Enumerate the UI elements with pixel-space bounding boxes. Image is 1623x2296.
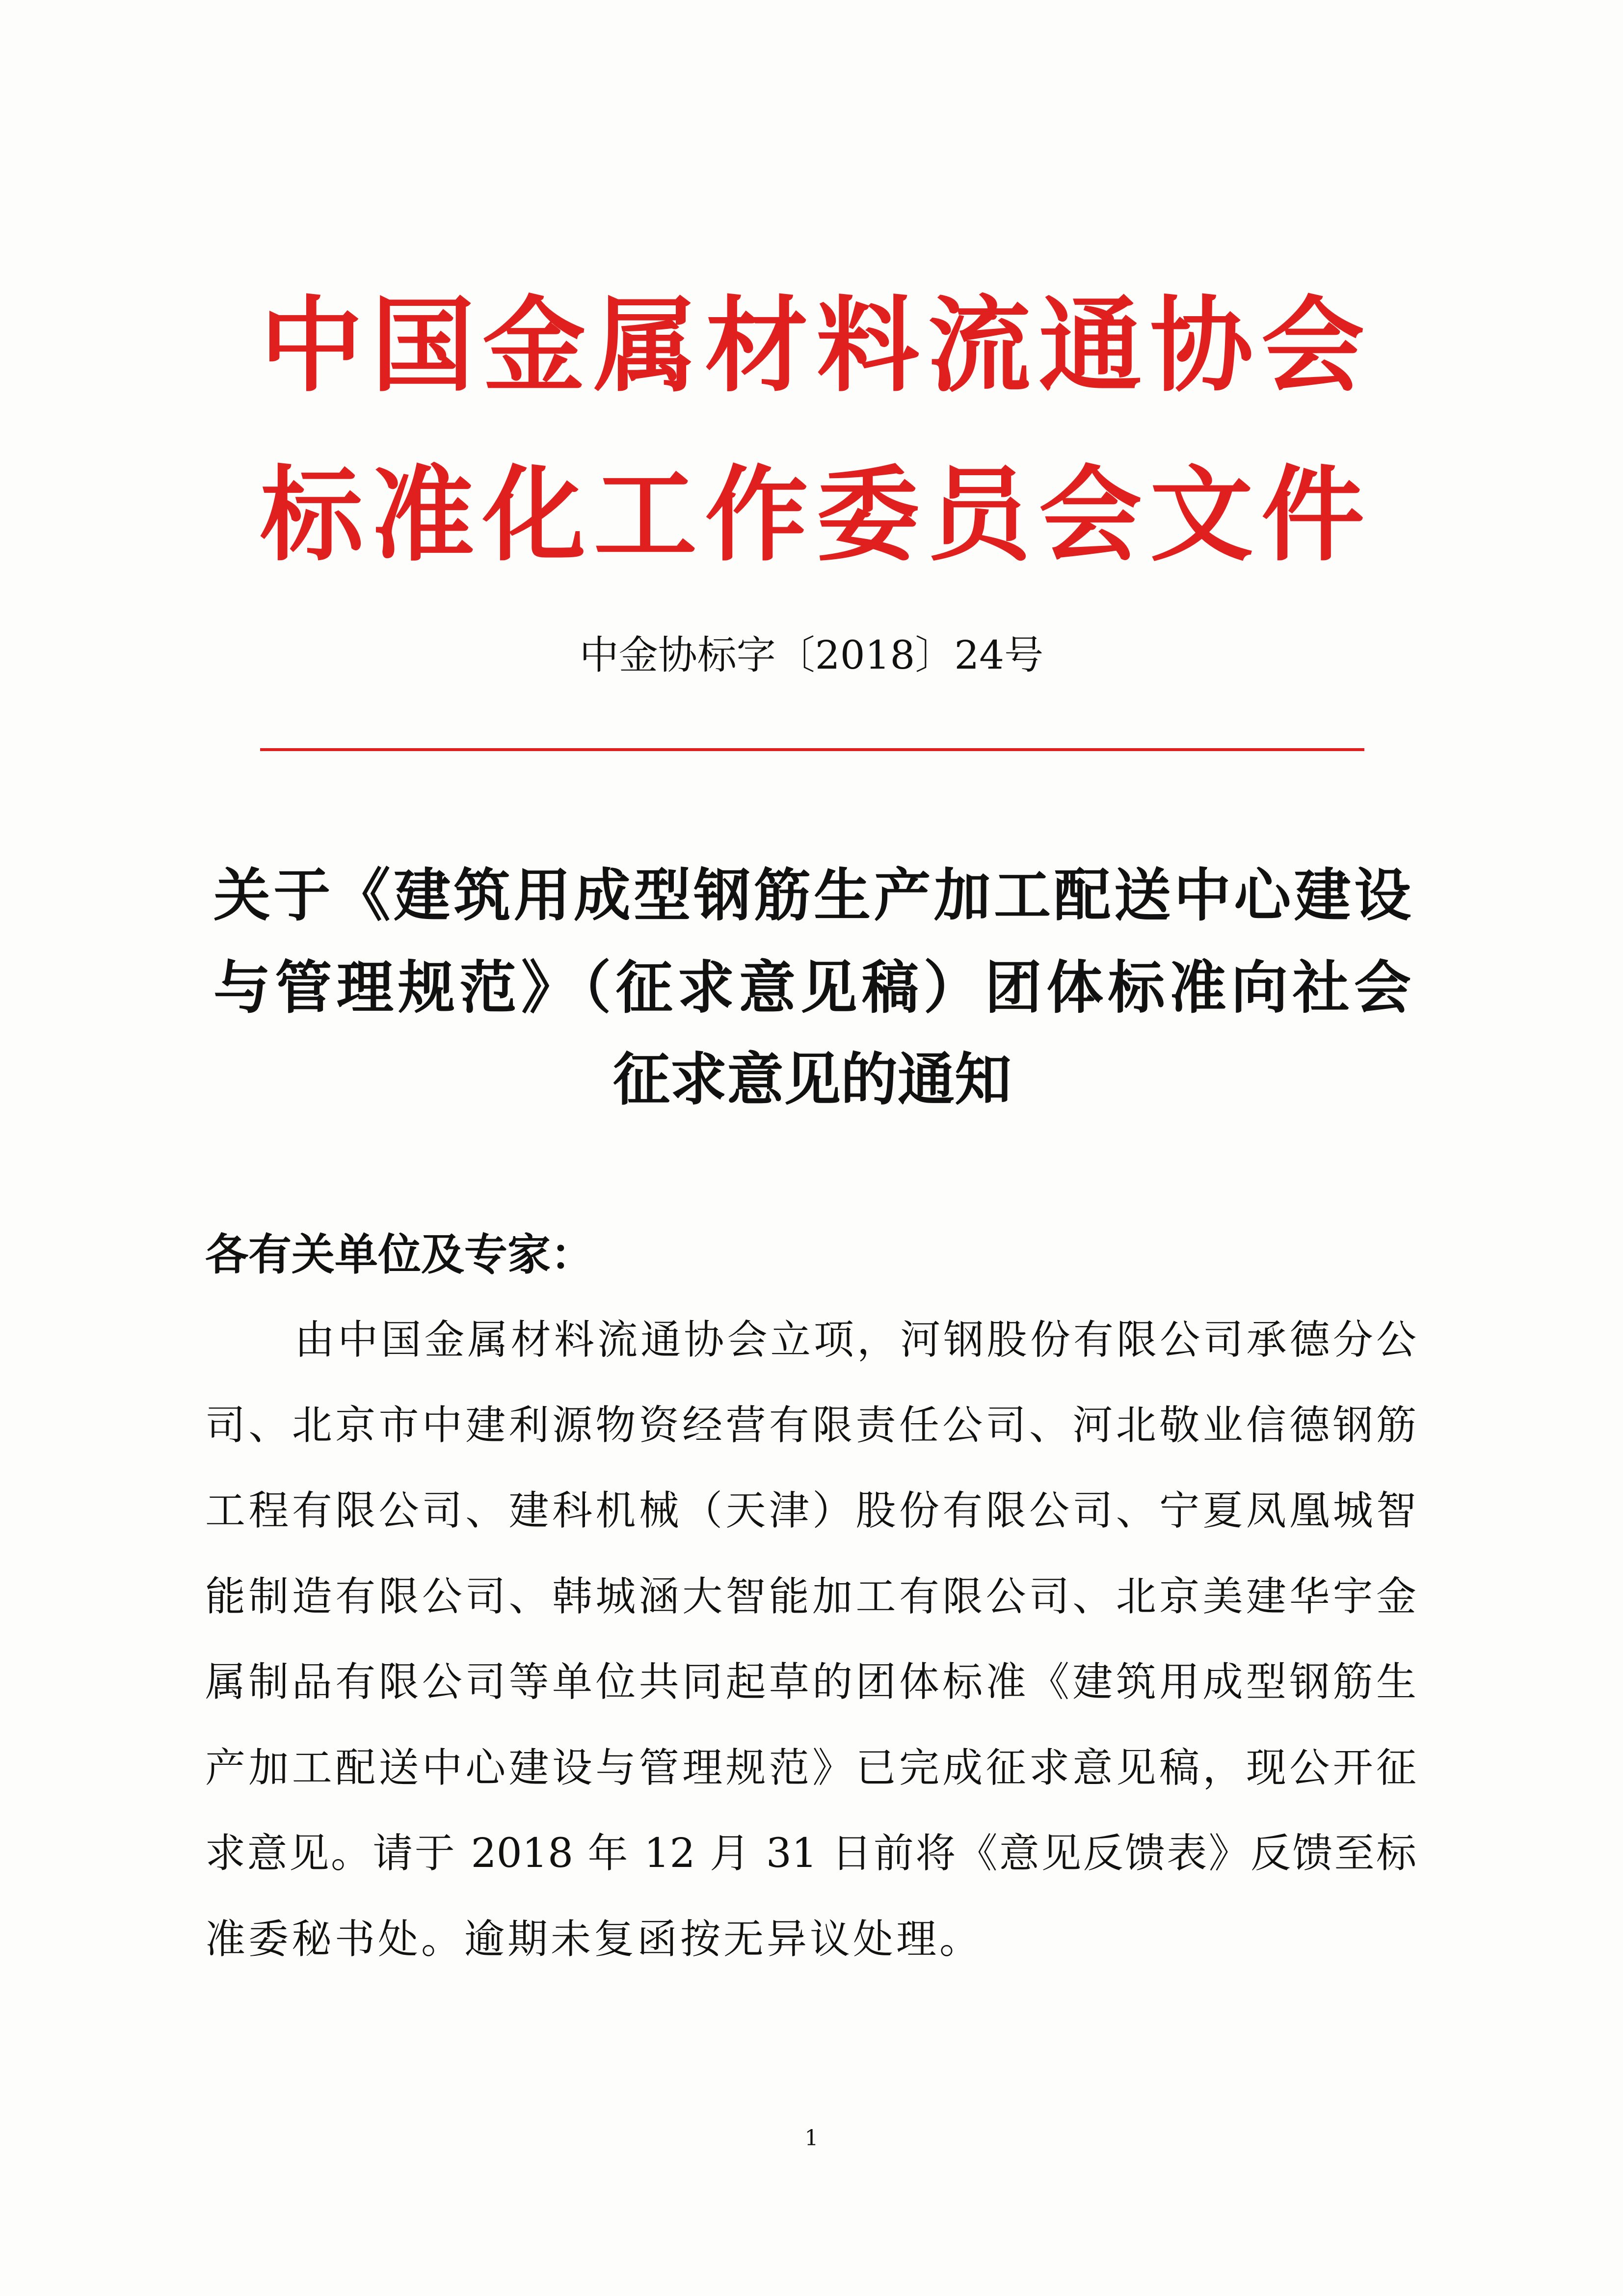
- issuer-name-line2: 标准化工作委员会文件: [260, 455, 1364, 575]
- body-line: 产加工配送中心建设与管理规范》已完成征求意见稿，现公开征: [205, 1745, 1416, 1791]
- salutation: 各有关单位及专家：: [205, 1229, 594, 1280]
- body-line: 求意见。请于 2018 年 12 月 31 日前将《意见反馈表》反馈至标: [205, 1830, 1416, 1877]
- body-line: 工程有限公司、建科机械（天津）股份有限公司、宁夏凤凰城智: [205, 1487, 1416, 1534]
- issuer-name-line1: 中国金属材料流通协会: [260, 286, 1364, 406]
- red-divider: [260, 748, 1364, 751]
- body-line: 由中国金属材料流通协会立项，河钢股份有限公司承德分公: [294, 1317, 1416, 1363]
- page-number: 1: [804, 2126, 819, 2151]
- document-number: 中金协标字〔2018〕24号: [579, 632, 1044, 678]
- title-line-2: 与管理规范》（征求意见稿）团体标准向社会: [213, 955, 1411, 1021]
- body-line: 属制品有限公司等单位共同起草的团体标准《建筑用成型钢筋生: [205, 1659, 1416, 1705]
- body-line: 能制造有限公司、韩城涵大智能加工有限公司、北京美建华宇金: [205, 1573, 1416, 1620]
- body-line: 准委秘书处。逾期未复函按无异议处理。: [205, 1916, 983, 1963]
- title-line-3: 征求意见的通知: [613, 1047, 1011, 1113]
- body-line: 司、北京市中建利源物资经营有限责任公司、河北敬业信德钢筋: [205, 1402, 1416, 1449]
- title-line-1: 关于《建筑用成型钢筋生产加工配送中心建设: [213, 863, 1411, 929]
